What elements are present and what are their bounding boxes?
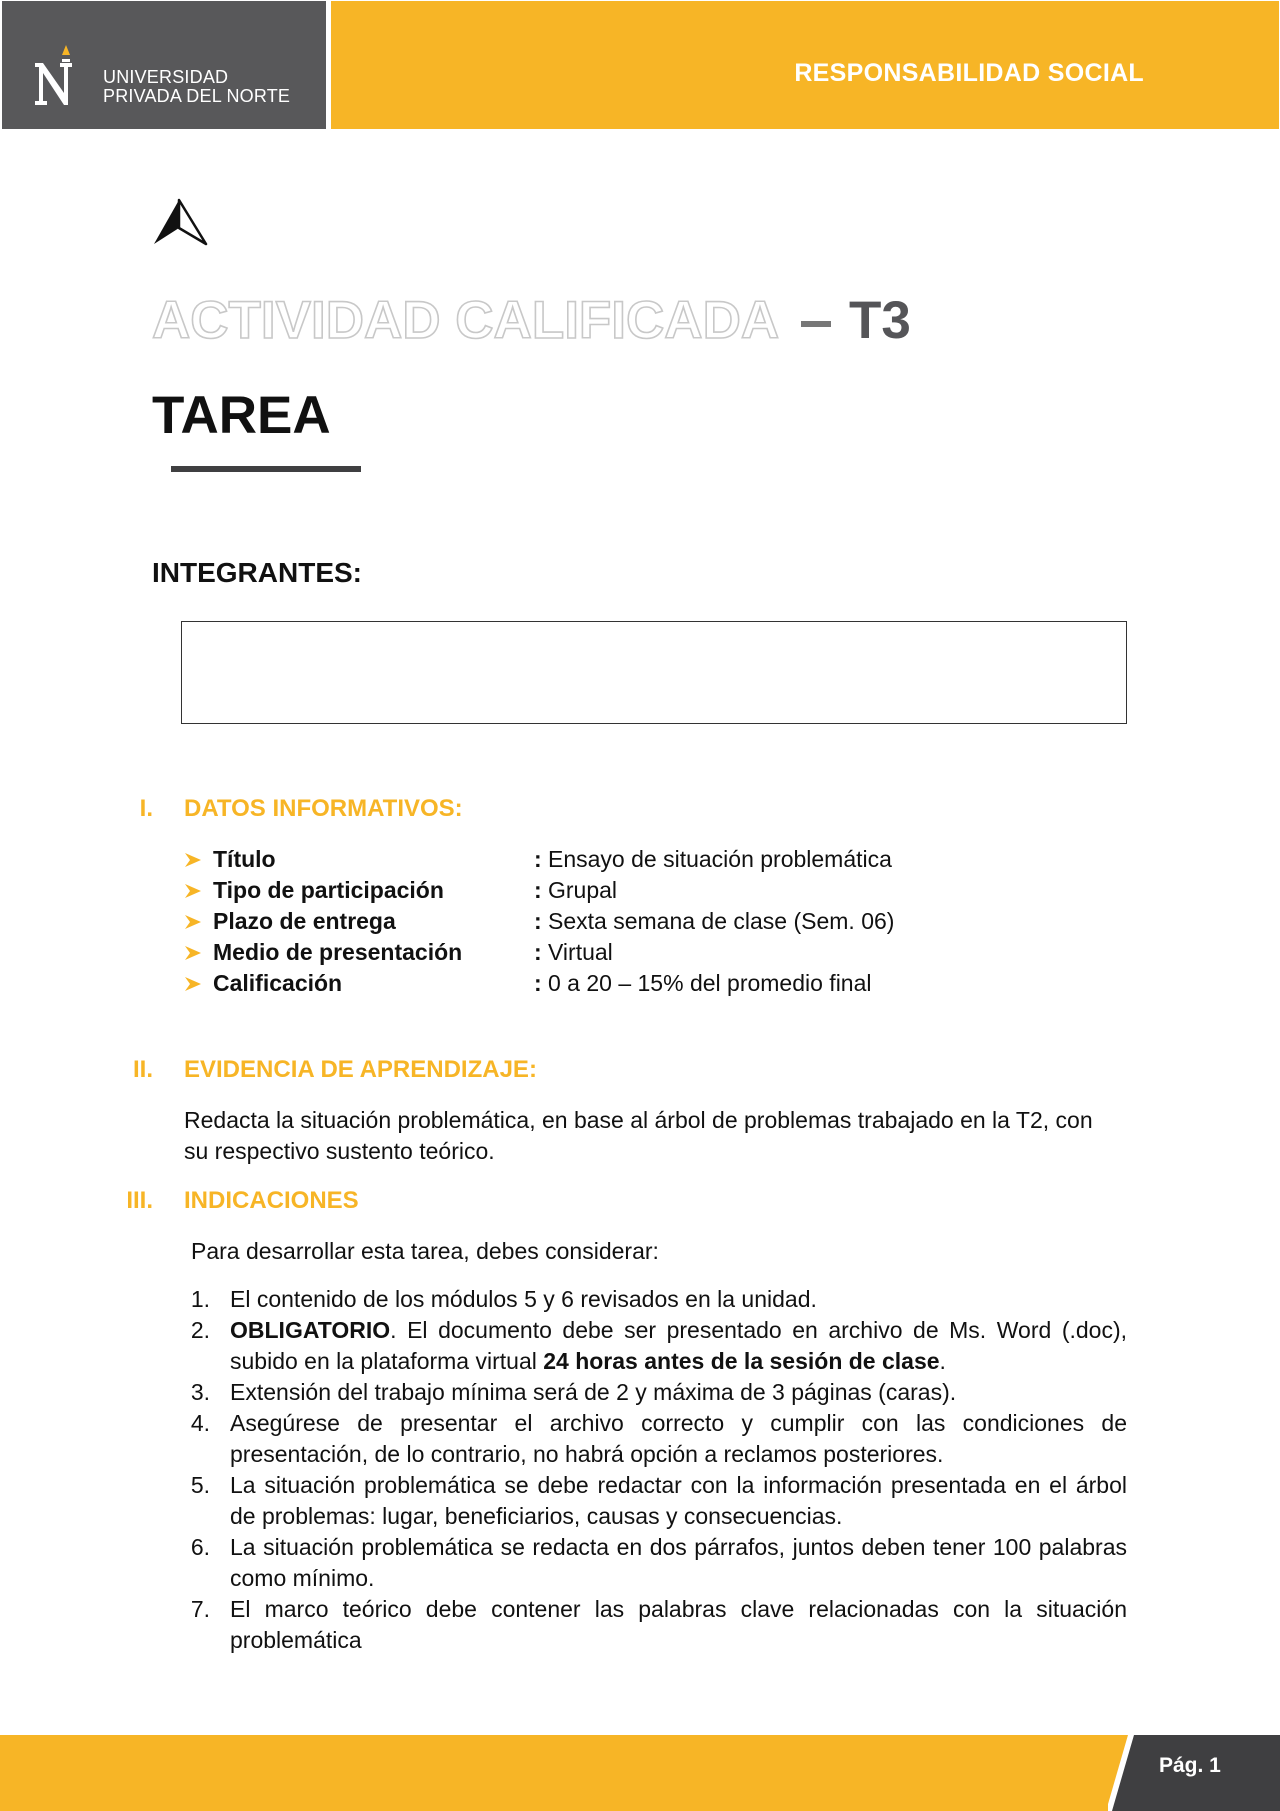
integrantes-label: INTEGRANTES: (152, 557, 362, 588)
list-item-text: Extensión del trabajo mínima será de 2 y máxima de 3 páginas (caras). (230, 1379, 957, 1405)
info-label: Tipo de participación (213, 877, 444, 903)
info-colon: : (534, 970, 542, 996)
list-item-number: 5. (190, 1472, 210, 1498)
university-logo-text (103, 68, 290, 106)
section-1-number: I. (139, 795, 153, 822)
info-row (184, 877, 1084, 907)
info-value: 0 a 20 – 15% del promedio final (548, 970, 872, 996)
list-item-text: El contenido de los módulos 5 y 6 revisados en la unidad. (230, 1286, 817, 1312)
list-item-text: La situación problemática se redacta en dos párrafos, juntos deben tener 100 palabras como mínimo. (230, 1534, 1127, 1591)
section-3-number: III. (126, 1187, 153, 1214)
info-label: Título (213, 846, 276, 872)
navigation-arrow-icon (152, 198, 208, 246)
info-label: Medio de presentación (213, 939, 463, 965)
header-banner-title: RESPONSABILIDAD SOCIAL (794, 59, 1144, 87)
activity-title: ACTIVIDAD CALIFICADA (152, 291, 780, 350)
integrantes-box[interactable] (181, 621, 1127, 724)
arrow-bullet-icon (184, 913, 202, 931)
info-label: Calificación (213, 970, 343, 996)
info-row (184, 846, 1084, 876)
info-value: Sexta semana de clase (Sem. 06) (548, 908, 895, 934)
list-item-number: 4. (190, 1410, 210, 1436)
list-item-number: 1. (190, 1286, 210, 1312)
list-item-span: . (939, 1348, 946, 1374)
section-2-text (184, 1105, 1129, 1167)
title-code-text: T3 (849, 291, 911, 350)
list-item-span: . El documento debe ser presentado en archivo de Ms. Word (.doc), subido en la plataforma virtual (230, 1317, 1127, 1374)
section-2-text-line: Redacta la situación problemática, en base al árbol de problemas trabajado en la T2, con (184, 1107, 1093, 1133)
section-3-title: INDICACIONES (184, 1187, 359, 1214)
header-banner (331, 1, 1279, 129)
section-2-text-line: su respectivo sustento teórico. (184, 1138, 495, 1164)
list-item-bold: 24 horas antes de la sesión de clase (543, 1348, 940, 1374)
subtitle-underline (171, 466, 361, 472)
info-row (184, 908, 1084, 938)
info-row (184, 939, 1084, 969)
footer-bar (0, 1735, 1280, 1811)
header-logo-panel (2, 1, 326, 129)
arrow-bullet-icon (184, 975, 202, 993)
document-subtitle: TAREA (152, 386, 331, 445)
info-colon: : (534, 877, 542, 903)
arrow-bullet-icon (184, 944, 202, 962)
list-item-text: Asegúrese de presentar el archivo correcto y cumplir con las condiciones de presentación, de lo contrario, no habrá opción a reclamos posteriores. (230, 1410, 1127, 1467)
section-1-title: DATOS INFORMATIVOS: (184, 795, 463, 822)
logo-line-1: UNIVERSIDAD (103, 67, 229, 87)
arrow-bullet-icon (184, 851, 202, 869)
page-number: Pág. 1 (1159, 1754, 1221, 1777)
section-2-title: EVIDENCIA DE APRENDIZAJE: (184, 1056, 537, 1083)
list-item-number: 3. (190, 1379, 210, 1405)
list-item-text (230, 1315, 1127, 1377)
list-item-number: 2. (190, 1317, 210, 1343)
logo-line-2: PRIVADA DEL NORTE (103, 86, 291, 106)
list-item-number: 7. (190, 1596, 210, 1622)
activity-code (802, 290, 911, 351)
section-2-number: II. (132, 1056, 153, 1083)
list-item-text: La situación problemática se debe redactar con la información presentada en el árbol de problemas: lugar, beneficiarios, causas y consecuencias. (230, 1472, 1127, 1529)
list-item-number: 6. (190, 1534, 210, 1560)
list-item-text: El marco teórico debe contener las palabras clave relacionadas con la situación problemática (230, 1596, 1127, 1653)
info-row (184, 970, 1084, 1000)
university-logo-icon (32, 45, 82, 107)
info-colon: : (534, 846, 542, 872)
section-3-intro: Para desarrollar esta tarea, debes considerar: (191, 1238, 659, 1264)
info-colon: : (534, 908, 542, 934)
info-value: Grupal (548, 877, 618, 903)
arrow-bullet-icon (184, 882, 202, 900)
list-item-bold: OBLIGATORIO (230, 1317, 391, 1343)
info-value: Virtual (548, 939, 613, 965)
info-label: Plazo de entrega (213, 908, 396, 934)
info-colon: : (534, 939, 542, 965)
info-value: Ensayo de situación problemática (548, 846, 892, 872)
